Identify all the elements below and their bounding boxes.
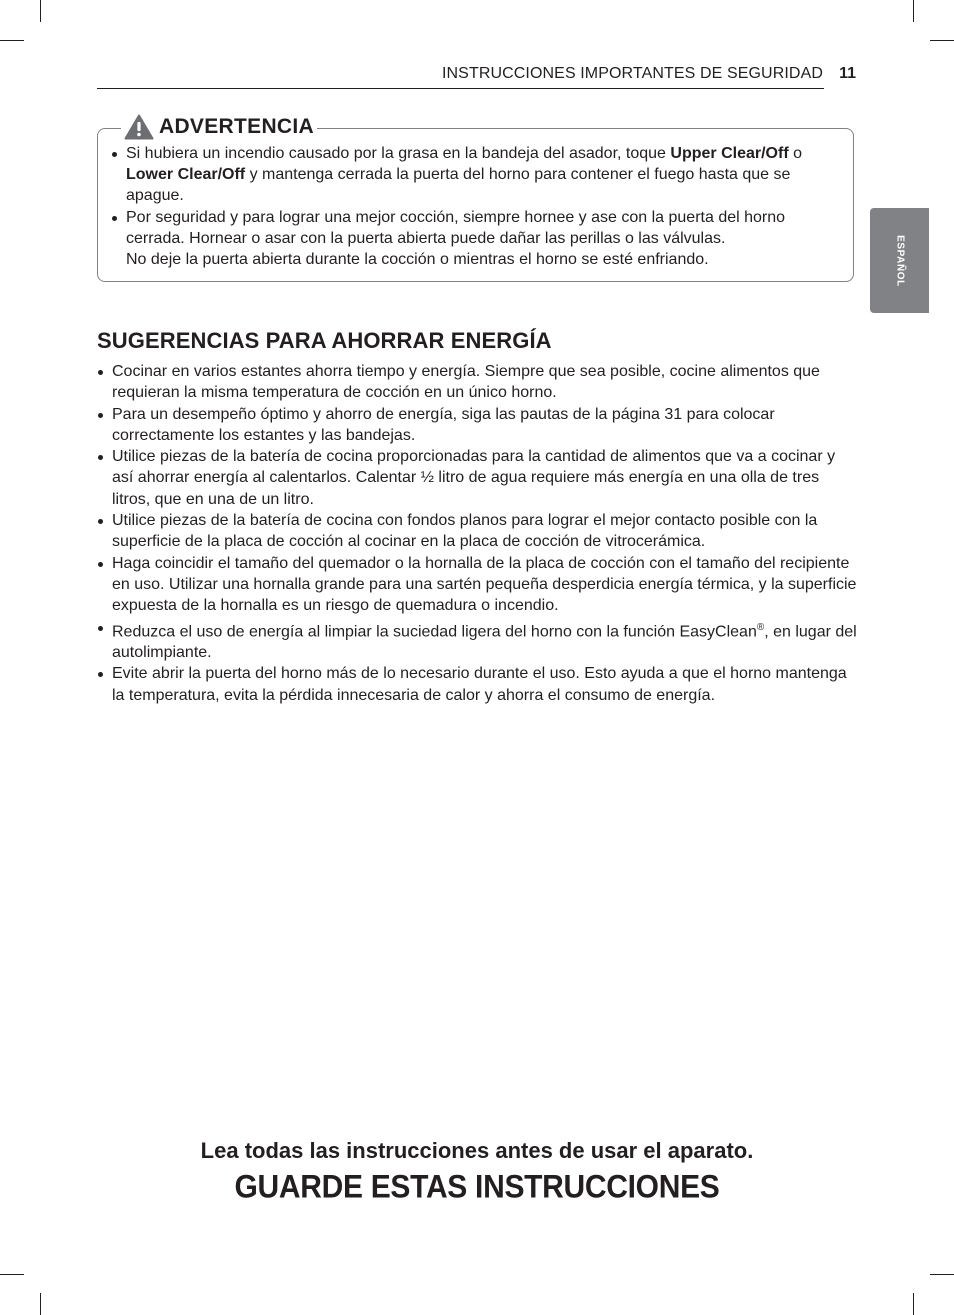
- warning-header: [121, 113, 317, 141]
- save-instructions-title: GUARDE ESTAS INSTRUCCIONES: [234, 1169, 720, 1206]
- lower-clear-off-label: Lower Clear/Off: [126, 166, 246, 184]
- warning-item: Por seguridad y para lograr una mejor cocción, siempre hornee y ase con la puerta del horno cerrada. Hornear o asar con la puerta abierta puede dañar las perillas o las válvulas. No deje la puerta abierta durante la cocción o mientras el horno se esté enfriando.: [110, 207, 845, 271]
- crop-mark: [930, 40, 954, 41]
- upper-clear-off-label: Upper Clear/Off: [670, 145, 789, 162]
- registered-mark: ®: [756, 621, 765, 633]
- warning-item: Si hubiera un incendio causado por la grasa en la bandeja del asador, toque Upper Clear/Off o Lower Clear/Off y mantenga cerrada la puerta del horno para contener el fuego hasta que se apague.: [110, 143, 845, 207]
- warning-list: [110, 143, 845, 270]
- crop-mark: [930, 1274, 954, 1275]
- page-number: 11: [839, 65, 856, 82]
- energy-tip: Haga coincidir el tamaño del quemador o la hornalla de la placa de cocción con el tamaño del recipiente en uso. Utilizar una hornalla grande para una sartén pequeña desperdicia energía térmica, y la superficie expuesta de la hornalla es un riesgo de quemadura o incendio.: [97, 553, 859, 617]
- energy-tip: Evite abrir la puerta del horno más de lo necesario durante el uso. Esto ayuda a que el horno mantenga la temperatura, evita la pérdida innecesaria de calor y ahorra el consumo de energía.: [97, 663, 859, 706]
- header-title: INSTRUCCIONES IMPORTANTES DE SEGURIDAD: [441, 65, 823, 82]
- crop-mark: [913, 0, 914, 22]
- language-tab-label: ESPAÑOL: [894, 234, 905, 287]
- language-tab: [870, 208, 929, 313]
- energy-tip: Reduzca el uso de energía al limpiar la suciedad ligera del horno con la función EasyClean®, en lugar del autolimpiante.: [97, 617, 859, 664]
- energy-tip: Utilice piezas de la batería de cocina con fondos planos para lograr el mejor contacto posible con la superficie de la placa de cocción al cocinar en la placa de cocción de vitrocerámica.: [97, 510, 859, 553]
- read-all-instructions: Lea todas las instrucciones antes de usar el aparato.: [200, 1138, 754, 1163]
- crop-mark: [913, 1293, 914, 1315]
- header-rule: [97, 88, 824, 89]
- warning-triangle-icon: [124, 114, 154, 140]
- warning-title: ADVERTENCIA: [159, 115, 314, 138]
- crop-mark: [40, 1293, 41, 1315]
- energy-heading: SUGERENCIAS PARA AHORRAR ENERGÍA: [97, 328, 552, 353]
- crop-mark: [40, 0, 41, 22]
- energy-tip: Cocinar en varios estantes ahorra tiempo y energía. Siempre que sea posible, cocine alimentos que requieran la misma temperatura de cocción en un único horno.: [97, 361, 859, 404]
- energy-tips-list: [97, 361, 859, 706]
- energy-tip: Utilice piezas de la batería de cocina proporcionadas para la cantidad de alimentos que va a cocinar y así ahorrar energía al calentarlos. Calentar ½ litro de agua requiere más energía en una olla de tres litros, que en una de un litro.: [97, 446, 859, 510]
- crop-mark: [0, 1274, 24, 1275]
- energy-tip: Para un desempeño óptimo y ahorro de energía, siga las pautas de la página 31 para colocar correctamente los estantes y las bandejas.: [97, 404, 859, 447]
- crop-mark: [0, 40, 24, 41]
- running-header: [97, 62, 856, 88]
